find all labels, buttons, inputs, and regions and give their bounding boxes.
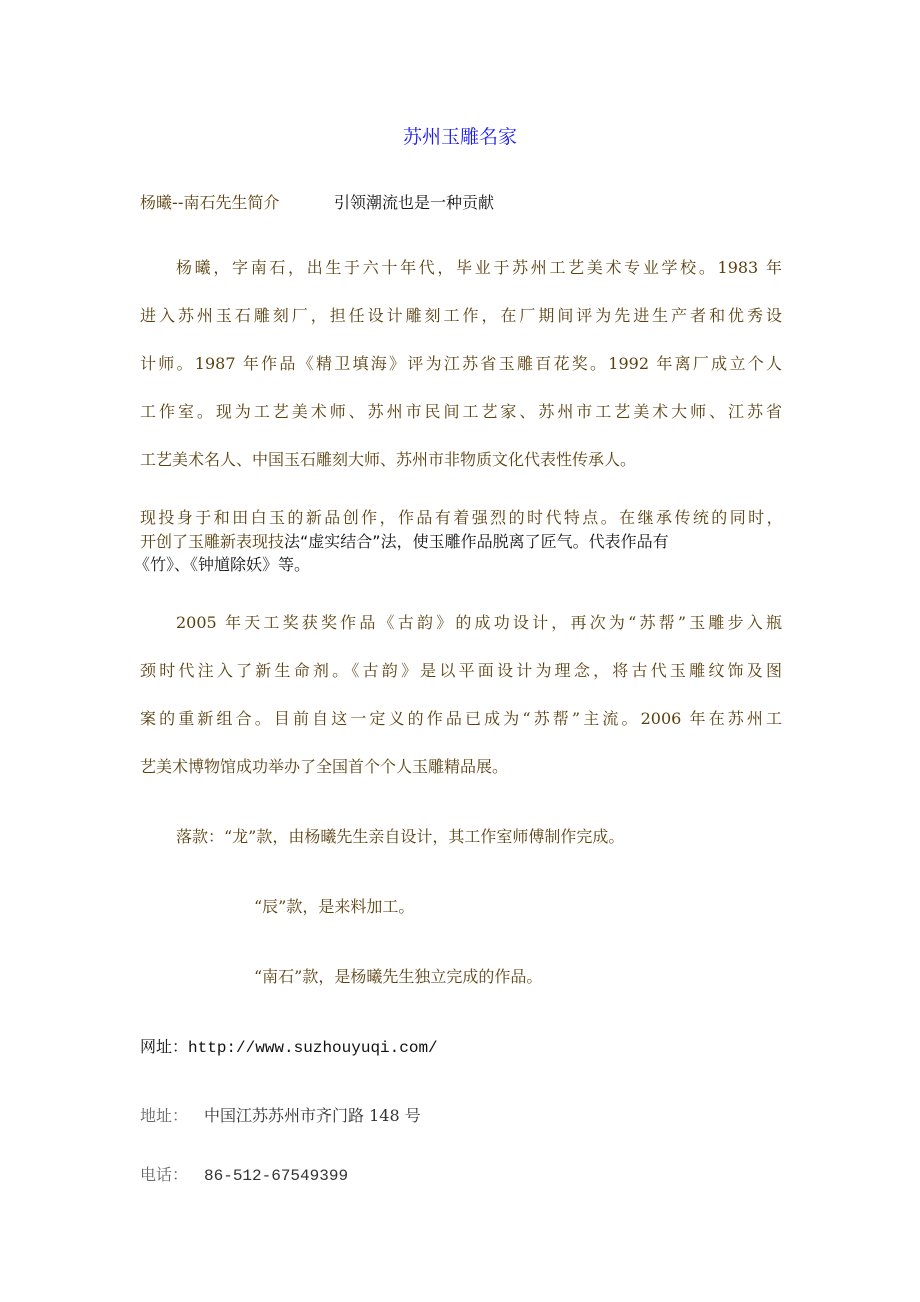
page-title: 苏州玉雕名家 [402,126,517,148]
para3-line: 艺美术博物馆成功举办了全国首个个人玉雕精品展。 [140,757,509,776]
para2-line: 现投身于和田白玉的新品创作，作品有着强烈的时代特点。在继承传统的同时， [140,508,782,527]
mark-long: 落款：“龙”款，由杨曦先生亲自设计，其工作室师傅制作完成。 [176,827,625,846]
para1-line: 进入苏州玉石雕刻厂，担任设计雕刻工作，在厂期间评为先进生产者和优秀设 [140,306,782,325]
phone-value: 86-512-67549399 [204,1167,349,1185]
para1-line: 杨曦，字南石，出生于六十年代，毕业于苏州工艺美术专业学校。1983 年 [176,258,782,277]
phone-label: 电话： [140,1165,189,1184]
para1-line: 计师。1987 年作品《精卫填海》评为江苏省玉雕百花奖。1992 年离厂成立个人 [140,354,782,373]
para3-line: 案的重新组合。目前自这一定义的作品已成为“苏帮”主流。2006 年在苏州工 [140,709,782,728]
website-label: 网址： [140,1037,189,1056]
phone-row [140,1162,348,1185]
subtitle-right: 引领潮流也是一种贡献 [334,193,495,212]
para3-line: 2005 年天工奖获奖作品《古韵》的成功设计，再次为“苏帮”玉雕步入瓶 [176,613,782,632]
website-link[interactable]: http://www.suzhouyuqi.com/ [188,1039,438,1057]
para1-line: 工艺美术名人、中国玉石雕刻大师、苏州市非物质文化代表性传承人。 [140,450,637,469]
para1-line: 工作室。现为工艺美术师、苏州市民间工艺家、苏州市工艺美术大师、江苏省 [140,402,782,421]
website-row [140,1034,438,1057]
mark-chen: “辰”款，是来料加工。 [254,897,415,916]
para2-line: 《竹》、《钟馗除妖》等。 [134,555,311,574]
mark-nanshi: “南石”款，是杨曦先生独立完成的作品。 [254,967,543,986]
para2-line2 [140,529,669,552]
address-value: 中国江苏苏州市齐门路 148 号 [204,1106,421,1125]
subtitle-left: 杨曦--南石先生简介 [140,193,280,212]
para2-brown-text: 开创了玉雕新表现技 [140,532,285,551]
address-label: 地址： [140,1106,189,1125]
para2-black-text: 法“虚实结合”法，使玉雕作品脱离了匠气。代表作品有 [284,532,669,551]
address-row [140,1103,421,1126]
para3-line: 颈时代注入了新生命剂。《古韵》是以平面设计为理念，将古代玉雕纹饰及图 [140,661,782,680]
